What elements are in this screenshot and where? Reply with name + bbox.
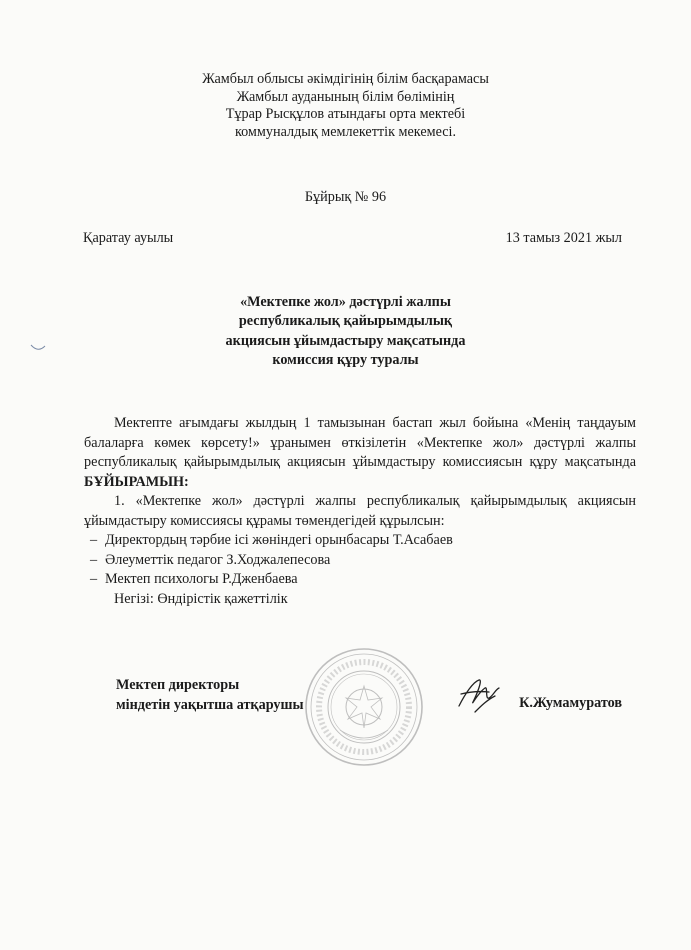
handwritten-signature-icon	[455, 676, 503, 714]
preamble-paragraph	[84, 414, 636, 492]
preamble-text: Мектепте ағымдағы жылдың 1 тамызынан бастап жыл бойына «Менің таңдауым балаларға көмек көрсету!» ұранымен өткізілетін «Мектепке жол» дәстүрлі жалпы республикалық қайырымдылық акциясын ұйымдастыру комиссиясын құру мақсатында	[84, 415, 636, 470]
header-line-2: Жамбыл ауданының білім бөлімінің	[236, 88, 455, 105]
list-item: – Әлеуметтік педагог З.Ходжалепесова	[84, 551, 636, 571]
signer-position	[116, 676, 304, 715]
header-line-1: Жамбыл облысы әкімдігінің білім басқарамасы	[202, 71, 489, 87]
issue-date: 13 тамыз 2021 жыл	[505, 230, 622, 246]
header-line-4: коммуналдық мемлекеттік мекемесі.	[234, 123, 457, 140]
list-item: – Директордың тәрбие ісі жөніндегі орынбасары Т.Асабаев	[84, 531, 636, 551]
title-line-3: акциясын ұйымдастыру мақсатында	[225, 332, 466, 349]
round-seal-icon	[304, 646, 424, 768]
header-line-3: Тұрар Рысқұлов атындағы орта мектебі	[225, 106, 466, 123]
signer-position-line-2: міндетін уақытша атқарушы	[116, 696, 304, 713]
order-keyword: БҰЙЫРАМЫН:	[84, 473, 189, 490]
order-basis: Негізі: Өндірістік қажеттілік	[114, 590, 288, 607]
title-line-1: «Мектепке жол» дәстүрлі жалпы	[240, 294, 451, 310]
signer-name: К.Жумамуратов	[519, 695, 622, 711]
order-title	[0, 293, 691, 371]
title-line-2: республикалық қайырымдылық	[238, 313, 453, 330]
title-line-4: комиссия құру туралы	[272, 352, 419, 369]
order-body	[84, 414, 636, 609]
signer-position-line-1: Мектеп директоры	[116, 677, 240, 693]
institution-header	[0, 71, 691, 141]
list-item: – Мектеп психологы Р.Дженбаева	[84, 570, 636, 590]
issue-place: Қаратау ауылы	[83, 230, 174, 246]
order-number: Бұйрық № 96	[304, 189, 387, 205]
order-item-1: 1. «Мектепке жол» дәстүрлі жалпы республикалық қайырымдылық акциясын ұйымдастыру комиссиясы құрамы төмендегідей құрылсын:	[84, 493, 636, 529]
commission-members-list	[84, 531, 636, 590]
